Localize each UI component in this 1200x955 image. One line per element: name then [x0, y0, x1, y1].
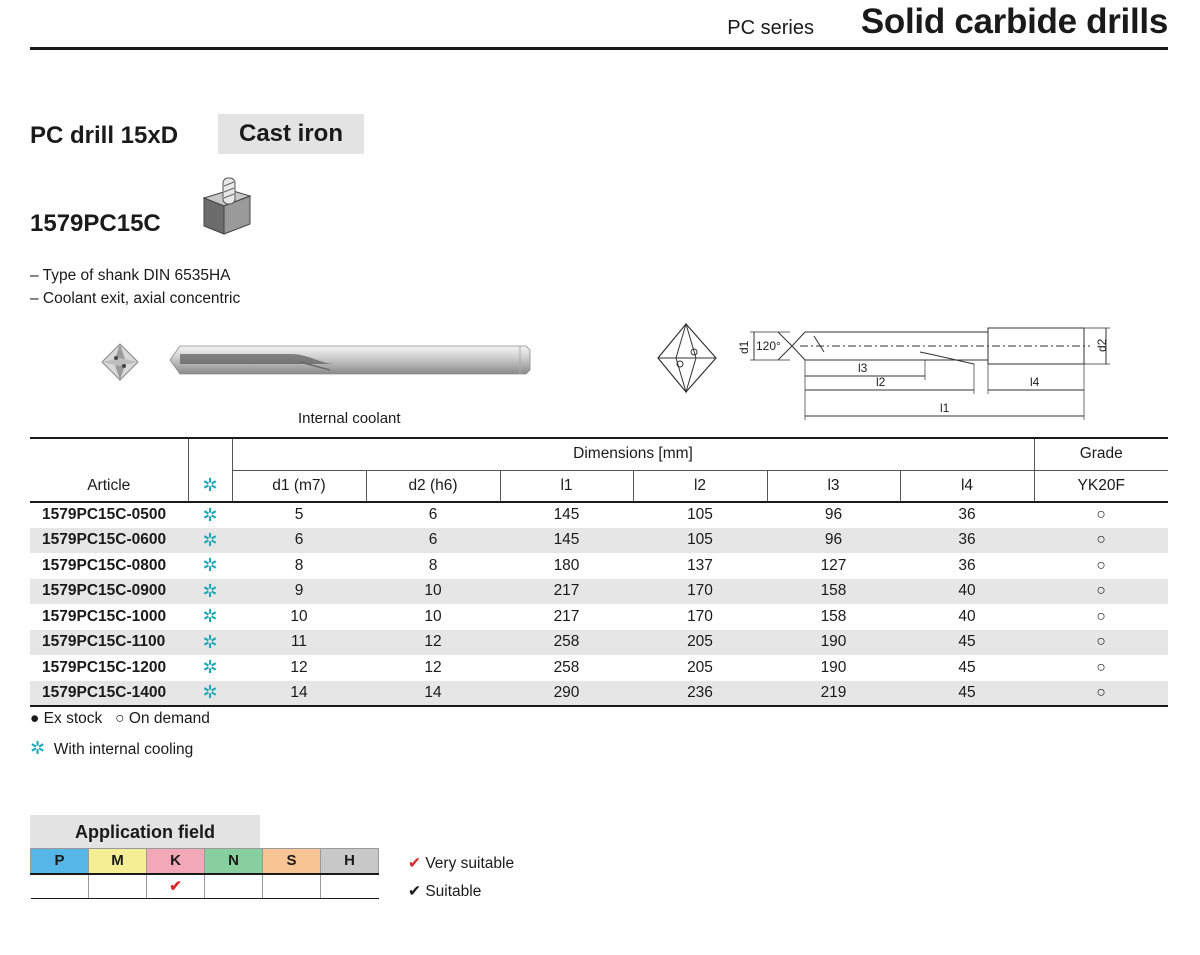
l4-cell: 45	[900, 681, 1034, 707]
l3-cell: 158	[767, 579, 900, 605]
feature-item: – Type of shank DIN 6535HA	[30, 267, 231, 284]
l1-cell: 258	[500, 630, 633, 656]
l2-cell: 105	[687, 506, 713, 524]
l4-cell: 40	[958, 607, 976, 625]
cooling-icon: ✲	[188, 630, 232, 656]
col-header-l1: l1	[500, 470, 633, 502]
table-row	[30, 502, 1168, 528]
article-code: 1579PC15C	[30, 210, 161, 237]
page-title: Solid carbide drills	[860, 2, 1168, 41]
cooling-header-spacer	[188, 438, 232, 470]
cooling-icon: ✲	[188, 681, 232, 707]
article-cell: 1579PC15C-1000	[42, 607, 167, 625]
l4-cell: 36	[900, 528, 1034, 554]
internal-cooling-legend: With internal cooling	[53, 741, 194, 758]
grade-header: Grade	[1034, 438, 1168, 470]
table-row	[30, 604, 1168, 630]
grade-availability-cell: ○	[1034, 528, 1168, 554]
article-header: Article	[30, 470, 188, 502]
l4-cell: 36	[958, 556, 976, 574]
d2-cell: 6	[428, 506, 438, 524]
l4-cell: 45	[900, 630, 1034, 656]
article-cell: 1579PC15C-1400	[30, 681, 188, 707]
cooling-header-icon: ✲	[188, 470, 232, 502]
l3-cell: 127	[820, 556, 847, 574]
table-row	[30, 528, 1168, 554]
l3-cell: 158	[820, 607, 847, 625]
col-header-l4: l4	[900, 470, 1034, 502]
article-cell: 1579PC15C-1200	[42, 658, 167, 676]
table-row	[30, 579, 1168, 605]
suitable-legend	[408, 878, 514, 906]
d1-label: d1	[737, 340, 751, 354]
dimension-drawing	[730, 322, 1120, 422]
grade-availability-cell: ○	[1034, 630, 1168, 656]
cooling-legend	[30, 738, 193, 759]
angle-label: 120°	[756, 339, 781, 353]
stock-legend	[30, 710, 210, 728]
l4-cell: 45	[958, 658, 976, 676]
l1-cell: 145	[500, 528, 633, 554]
cooling-icon: ✲	[188, 528, 232, 554]
material-group-h: H	[321, 849, 379, 874]
application-field-title: Application field	[30, 815, 260, 848]
d1-cell: 8	[294, 556, 304, 574]
l4-label: l4	[1030, 375, 1040, 389]
grade-availability-cell: ○	[1096, 607, 1106, 625]
material-group-p: P	[31, 849, 89, 874]
l1-cell: 258	[553, 658, 580, 676]
l2-cell: 170	[687, 607, 713, 625]
application-field-table	[30, 848, 379, 899]
application-legend	[408, 850, 514, 906]
d1-cell: 11	[232, 630, 366, 656]
d2-cell: 10	[424, 607, 442, 625]
d2-cell: 12	[424, 658, 442, 676]
article-cell: 1579PC15C-0600	[30, 528, 188, 554]
material-group-k: K	[147, 849, 205, 874]
grade-availability-cell: ○	[1034, 579, 1168, 605]
on-demand-legend: ○ On demand	[115, 710, 210, 727]
d2-cell: 6	[366, 528, 500, 554]
l2-cell: 236	[633, 681, 767, 707]
material-group-s: S	[263, 849, 321, 874]
cast-iron-block-icon	[200, 176, 252, 236]
article-header-spacer	[30, 438, 188, 470]
table-row	[30, 553, 1168, 579]
d2-label: d2	[1095, 338, 1109, 352]
suitable-label: Suitable	[425, 883, 482, 900]
dimensions-table	[30, 437, 1168, 707]
suitability-s	[263, 874, 321, 899]
l3-cell: 96	[767, 528, 900, 554]
black-check-icon: ✔	[408, 883, 421, 900]
material-group-n: N	[205, 849, 263, 874]
drill-tip-front-view-icon	[656, 322, 718, 394]
l2-cell: 205	[633, 630, 767, 656]
grade-availability-cell: ○	[1096, 556, 1106, 574]
l3-cell: 190	[820, 658, 847, 676]
l2-cell: 205	[687, 658, 713, 676]
cooling-icon: ✲	[202, 504, 218, 525]
l1-cell: 290	[500, 681, 633, 707]
d2-cell: 8	[428, 556, 438, 574]
cooling-icon: ✲	[188, 579, 232, 605]
material-badge: Cast iron	[218, 114, 364, 154]
suitability-p	[31, 874, 89, 899]
l1-label: l1	[940, 401, 950, 415]
table-row	[30, 655, 1168, 681]
internal-cooling-icon: ✲	[30, 738, 46, 758]
d1-cell: 9	[232, 579, 366, 605]
d2-cell: 12	[366, 630, 500, 656]
d1-cell: 5	[294, 506, 304, 524]
cooling-icon: ✲	[202, 606, 218, 627]
l4-cell: 36	[958, 506, 976, 524]
d1-cell: 6	[232, 528, 366, 554]
col-header-l2: l2	[633, 470, 767, 502]
table-row	[30, 681, 1168, 707]
dimensions-header: Dimensions [mm]	[232, 438, 1034, 470]
l3-cell: 219	[767, 681, 900, 707]
drill-tip-icon	[100, 342, 140, 382]
d2-cell: 10	[366, 579, 500, 605]
grade-availability-cell: ○	[1034, 681, 1168, 707]
l4-cell: 40	[900, 579, 1034, 605]
col-header-l3: l3	[767, 470, 900, 502]
very-suitable-label: Very suitable	[425, 855, 515, 872]
cooling-icon: ✲	[202, 555, 218, 576]
col-header-d1: d1 (m7)	[232, 470, 366, 502]
d1-cell: 14	[232, 681, 366, 707]
article-cell: 1579PC15C-0800	[42, 556, 167, 574]
article-cell: 1579PC15C-1100	[30, 630, 188, 656]
page-header	[30, 0, 1168, 50]
d1-cell: 10	[290, 607, 308, 625]
suitability-h	[321, 874, 379, 899]
suitability-n	[205, 874, 263, 899]
l2-cell: 137	[687, 556, 713, 574]
l2-label: l2	[876, 375, 886, 389]
suitability-k: ✔	[147, 874, 205, 899]
d2-cell: 14	[366, 681, 500, 707]
suitability-m	[89, 874, 147, 899]
l2-cell: 105	[633, 528, 767, 554]
l3-label: l3	[858, 361, 868, 375]
l1-cell: 217	[500, 579, 633, 605]
material-group-m: M	[89, 849, 147, 874]
d1-cell: 12	[290, 658, 308, 676]
grade-availability-cell: ○	[1096, 658, 1106, 676]
product-name: PC drill 15xD	[30, 122, 179, 149]
feature-list	[30, 264, 240, 310]
cooling-icon: ✲	[202, 657, 218, 678]
article-cell: 1579PC15C-0900	[30, 579, 188, 605]
series-label: PC series	[727, 17, 814, 39]
feature-item: – Coolant exit, axial concentric	[30, 290, 241, 307]
coolant-label: Internal coolant	[298, 410, 401, 427]
article-cell: 1579PC15C-0500	[42, 506, 167, 524]
very-suitable-legend	[408, 850, 514, 878]
l3-cell: 96	[824, 506, 843, 524]
l1-cell: 180	[553, 556, 580, 574]
red-check-icon: ✔	[408, 855, 421, 872]
col-header-d2: d2 (h6)	[366, 470, 500, 502]
l1-cell: 145	[553, 506, 580, 524]
l1-cell: 217	[553, 607, 580, 625]
l2-cell: 170	[633, 579, 767, 605]
ex-stock-legend: ● Ex stock	[30, 710, 103, 727]
l3-cell: 190	[767, 630, 900, 656]
grade-name-header: YK20F	[1034, 470, 1168, 502]
grade-availability-cell: ○	[1096, 506, 1106, 524]
drill-product-image	[170, 340, 532, 380]
table-row	[30, 630, 1168, 656]
